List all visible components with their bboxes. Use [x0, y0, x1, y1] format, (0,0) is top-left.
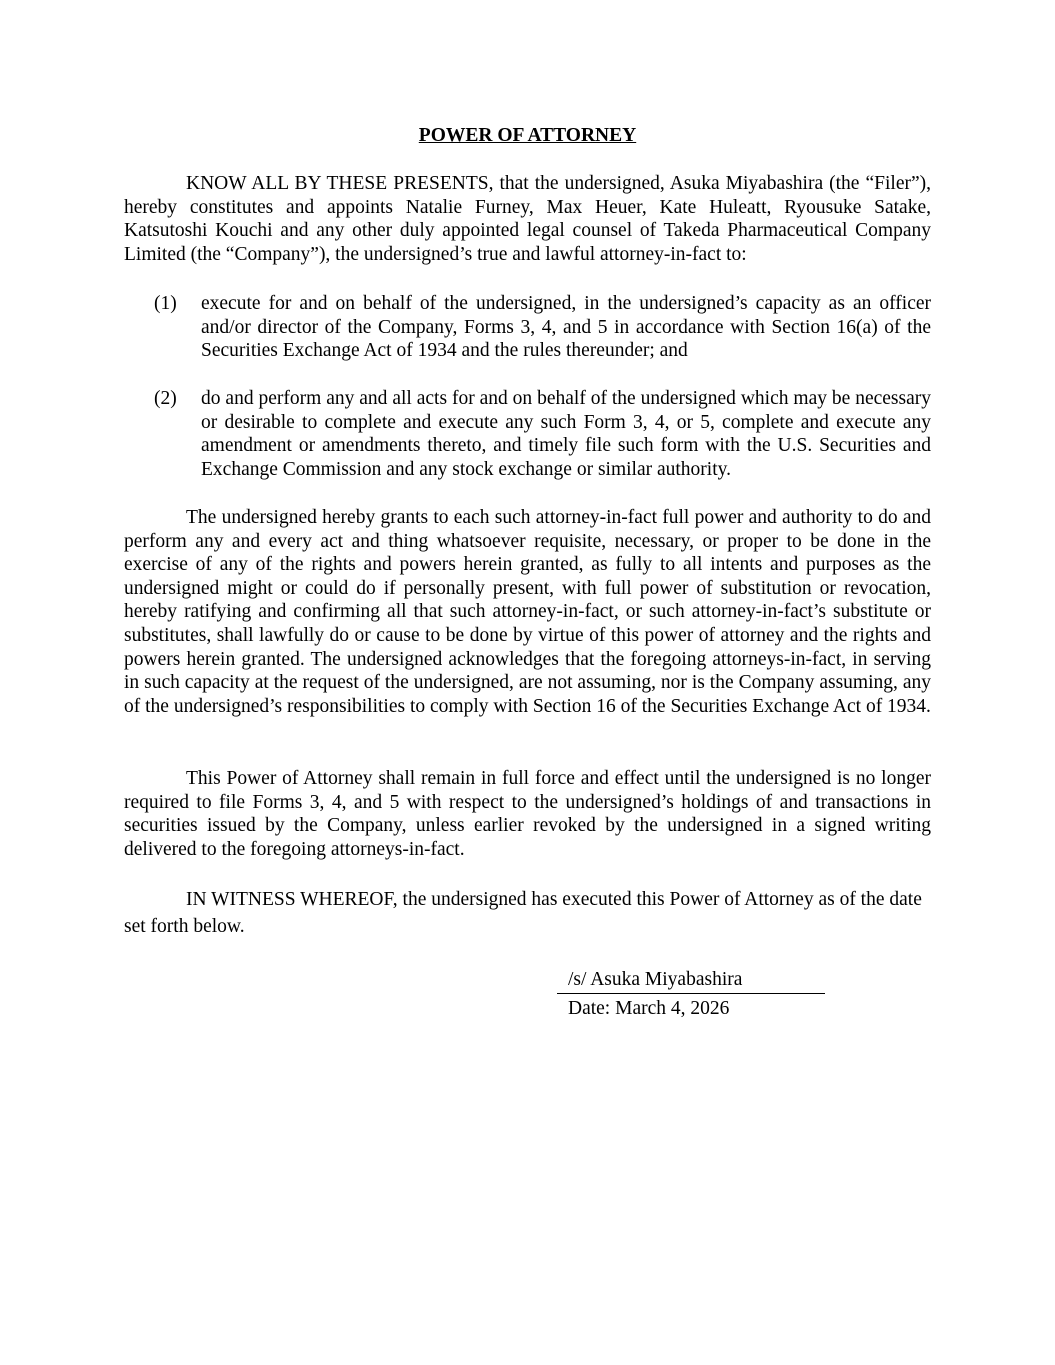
list-item	[154, 292, 931, 363]
intro-paragraph: KNOW ALL BY THESE PRESENTS, that the undersigned, Asuka Miyabashira (the “Filer”), hereby constitutes and appoints Natalie Furney, Max Heuer, Kate Huleatt, Ryousuke Satake, Katsutoshi Kouchi and any other duly appointed legal counsel of Takeda Pharmaceutical Company Limited (the “Company”), the undersigned’s true and lawful attorney-in-fact to:	[124, 173, 931, 265]
list-item-number: (1)	[154, 293, 177, 314]
document-title: POWER OF ATTORNEY	[418, 125, 637, 146]
witness-paragraph: IN WITNESS WHEREOF, the undersigned has executed this Power of Attorney as of the date set forth below.	[124, 889, 922, 937]
grant-paragraph: The undersigned hereby grants to each such attorney-in-fact full power and authority to do and perform any and every act and thing whatsoever requisite, necessary, or proper to be done in the exercise of any of the rights and powers herein granted, as fully to all intents and purposes as the undersigned might or could do if personally present, with full power of substitution or revocation, hereby ratifying and confirming all that such attorney-in-fact, or such attorney-in-fact’s substitute or substitutes, shall lawfully do or cause to be done by virtue of this power of attorney and the rights and powers herein granted. The undersigned acknowledges that the foregoing attorneys-in-fact, in serving in such capacity at the request of the undersigned, are not assuming, nor is the Company assuming, any of the undersigned’s responsibilities to comply with Section 16 of the Securities Exchange Act of 1934.	[124, 507, 931, 717]
signature-name: /s/ Asuka Miyabashira	[557, 967, 825, 994]
signature-block	[557, 967, 825, 1021]
list-item-number: (2)	[154, 388, 177, 409]
duration-paragraph: This Power of Attorney shall remain in full force and effect until the undersigned is no longer required to file Forms 3, 4, and 5 with respect to the undersigned’s holdings of and transactions in securities issued by the Company, unless earlier revoked by the undersigned in a signed writing delivered to the foregoing attorneys-in-fact.	[124, 768, 931, 860]
list-item-text: execute for and on behalf of the undersigned, in the undersigned’s capacity as an officer and/or director of the Company, Forms 3, 4, and 5 in accordance with Section 16(a) of the Securities Exchange Act of 1934 and the rules thereunder; and	[201, 293, 931, 362]
signature-date: Date: March 4, 2026	[568, 998, 730, 1019]
list-item-text: do and perform any and all acts for and on behalf of the undersigned which may be necessary or desirable to complete and execute any such Form 3, 4, or 5, complete and execute any amendment or amendments thereto, and timely file such form with the U.S. Securities and Exchange Commission and any stock exchange or similar authority.	[201, 388, 931, 480]
list-item	[154, 387, 931, 481]
